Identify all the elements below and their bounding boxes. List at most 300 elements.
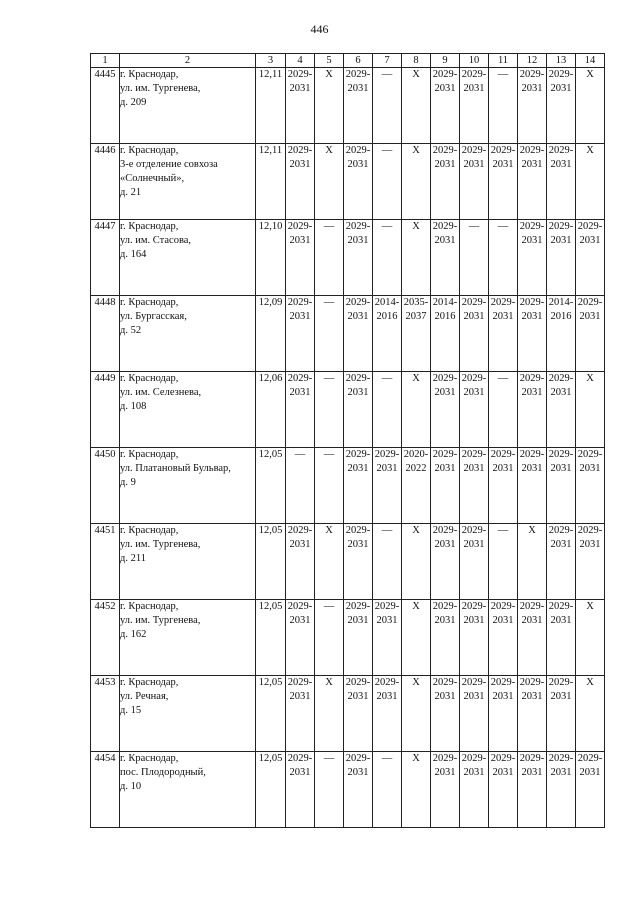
period-end: 2031: [347, 311, 369, 322]
period-end: 2031: [550, 83, 572, 94]
period-cell: [547, 68, 576, 144]
period-cell: Х: [315, 676, 344, 752]
period-start: 2029-: [287, 221, 313, 232]
address-line: 3-е отделение совхоза: [120, 159, 218, 170]
period-cell: [489, 752, 518, 828]
period-end: 2031: [521, 311, 543, 322]
period-start: 2029-: [577, 297, 603, 308]
period-start: 2029-: [548, 601, 574, 612]
period-start: 2029-: [519, 69, 545, 80]
period-cell: Х: [402, 68, 431, 144]
period-cell: —: [315, 752, 344, 828]
period-cell: [344, 220, 373, 296]
period-end: 2031: [434, 691, 456, 702]
address-line: г. Краснодар,: [120, 601, 179, 612]
period-cell: —: [489, 372, 518, 448]
period-cell: [547, 752, 576, 828]
period-start: 2029-: [287, 753, 313, 764]
row-number: 4446: [91, 144, 120, 220]
period-end: 2031: [550, 691, 572, 702]
address-cell: [120, 296, 256, 372]
period-end: 2031: [492, 311, 514, 322]
period-end: 2016: [550, 311, 572, 322]
period-start: 2029-: [548, 677, 574, 688]
column-number-row: [91, 54, 605, 68]
period-start: 2029-: [345, 677, 371, 688]
period-start: 2029-: [287, 373, 313, 384]
period-end: 2031: [492, 767, 514, 778]
column-header: 6: [344, 54, 373, 68]
row-number: 4453: [91, 676, 120, 752]
period-start: 2029-: [548, 221, 574, 232]
period-cell: [518, 752, 547, 828]
address-cell: [120, 752, 256, 828]
period-cell: [344, 68, 373, 144]
period-cell: [344, 144, 373, 220]
address-line: ул. им. Тургенева,: [120, 615, 201, 626]
area-cell: 12,11: [256, 68, 286, 144]
period-cell: [344, 372, 373, 448]
period-cell: [344, 676, 373, 752]
period-start: 2029-: [548, 449, 574, 460]
area-cell: 12,05: [256, 524, 286, 600]
period-start: 2029-: [345, 145, 371, 156]
period-end: 2031: [550, 159, 572, 170]
period-start: 2029-: [432, 145, 458, 156]
period-cell: [518, 144, 547, 220]
period-end: 2031: [521, 235, 543, 246]
period-cell: —: [315, 296, 344, 372]
period-cell: —: [373, 752, 402, 828]
period-cell: —: [315, 220, 344, 296]
period-cell: —: [315, 372, 344, 448]
period-cell: [344, 448, 373, 524]
address-line: д. 21: [120, 187, 142, 198]
period-cell: [547, 296, 576, 372]
period-start: 2029-: [345, 69, 371, 80]
period-end: 2031: [289, 311, 311, 322]
period-end: 2031: [463, 691, 485, 702]
period-start: 2020-: [403, 449, 429, 460]
column-header: 9: [431, 54, 460, 68]
period-end: 2031: [347, 615, 369, 626]
column-header: 3: [256, 54, 286, 68]
period-cell: [286, 372, 315, 448]
column-header: 1: [91, 54, 120, 68]
period-cell: —: [489, 220, 518, 296]
period-end: 2031: [289, 539, 311, 550]
row-number: 4449: [91, 372, 120, 448]
period-end: 2031: [434, 159, 456, 170]
period-cell: [460, 676, 489, 752]
address-cell: [120, 676, 256, 752]
table-row: [91, 524, 605, 600]
address-line: ул. им. Тургенева,: [120, 539, 201, 550]
period-start: 2029-: [490, 297, 516, 308]
column-header: 5: [315, 54, 344, 68]
address-line: д. 15: [120, 705, 142, 716]
period-cell: [547, 524, 576, 600]
period-start: 2029-: [461, 297, 487, 308]
period-end: 2031: [434, 387, 456, 398]
period-start: 2029-: [432, 69, 458, 80]
period-end: 2031: [347, 387, 369, 398]
period-start: 2029-: [519, 373, 545, 384]
period-end: 2031: [521, 463, 543, 474]
address-line: ул. им. Тургенева,: [120, 83, 201, 94]
period-start: 2029-: [461, 145, 487, 156]
period-cell: —: [315, 448, 344, 524]
period-start: 2029-: [519, 449, 545, 460]
period-end: 2031: [463, 83, 485, 94]
period-cell: —: [373, 68, 402, 144]
period-start: 2029-: [519, 297, 545, 308]
address-cell: [120, 524, 256, 600]
area-cell: 12,11: [256, 144, 286, 220]
period-cell: Х: [315, 144, 344, 220]
period-cell: [489, 676, 518, 752]
period-start: 2029-: [519, 601, 545, 612]
period-start: 2014-: [432, 297, 458, 308]
period-cell: [373, 448, 402, 524]
period-cell: [286, 676, 315, 752]
period-cell: [460, 600, 489, 676]
period-cell: [344, 600, 373, 676]
page-number: 446: [310, 22, 329, 36]
period-cell: [431, 752, 460, 828]
period-end: 2031: [347, 463, 369, 474]
period-start: 2029-: [374, 601, 400, 612]
period-cell: [431, 144, 460, 220]
period-end: 2031: [492, 463, 514, 474]
period-cell: Х: [402, 676, 431, 752]
register-table: [90, 53, 605, 828]
period-cell: —: [373, 220, 402, 296]
table-row: [91, 68, 605, 144]
period-start: 2029-: [461, 753, 487, 764]
address-line: г. Краснодар,: [120, 145, 179, 156]
address-line: д. 162: [120, 629, 147, 640]
period-start: 2029-: [461, 601, 487, 612]
period-cell: [547, 144, 576, 220]
address-line: г. Краснодар,: [120, 221, 179, 232]
period-start: 2029-: [577, 221, 603, 232]
period-cell: [518, 220, 547, 296]
period-end: 2031: [463, 463, 485, 474]
period-cell: [576, 524, 605, 600]
period-cell: [460, 68, 489, 144]
period-cell: [286, 600, 315, 676]
period-end: 2031: [521, 387, 543, 398]
period-start: 2029-: [345, 753, 371, 764]
address-line: ул. им. Селезнева,: [120, 387, 202, 398]
column-header: 12: [518, 54, 547, 68]
address-line: д. 209: [120, 97, 147, 108]
period-end: 2031: [289, 83, 311, 94]
address-line: д. 211: [120, 553, 146, 564]
period-end: 2031: [434, 235, 456, 246]
period-cell: Х: [315, 524, 344, 600]
period-start: 2029-: [345, 449, 371, 460]
period-cell: [460, 524, 489, 600]
period-cell: [431, 220, 460, 296]
period-cell: —: [489, 524, 518, 600]
period-cell: [373, 600, 402, 676]
address-line: ул. Речная,: [120, 691, 169, 702]
period-start: 2029-: [519, 221, 545, 232]
period-cell: [431, 448, 460, 524]
period-end: 2031: [579, 767, 601, 778]
period-cell: Х: [402, 524, 431, 600]
address-cell: [120, 144, 256, 220]
period-cell: [460, 144, 489, 220]
period-end: 2031: [289, 235, 311, 246]
period-start: 2029-: [432, 449, 458, 460]
row-number: 4445: [91, 68, 120, 144]
period-start: 2029-: [345, 221, 371, 232]
address-line: г. Краснодар,: [120, 449, 179, 460]
period-end: 2031: [492, 159, 514, 170]
period-end: 2031: [521, 767, 543, 778]
address-cell: [120, 448, 256, 524]
period-end: 2031: [521, 159, 543, 170]
period-start: 2029-: [287, 69, 313, 80]
address-line: д. 108: [120, 401, 147, 412]
column-header: 10: [460, 54, 489, 68]
period-cell: —: [315, 600, 344, 676]
address-line: г. Краснодар,: [120, 753, 179, 764]
row-number: 4448: [91, 296, 120, 372]
table-row: [91, 448, 605, 524]
period-end: 2031: [347, 83, 369, 94]
column-header: 8: [402, 54, 431, 68]
period-cell: [547, 600, 576, 676]
period-start: 2029-: [432, 677, 458, 688]
period-end: 2031: [550, 539, 572, 550]
period-cell: Х: [402, 600, 431, 676]
column-header: 14: [576, 54, 605, 68]
address-cell: [120, 600, 256, 676]
period-cell: [431, 676, 460, 752]
period-cell: [547, 220, 576, 296]
period-cell: [489, 600, 518, 676]
table-row: [91, 752, 605, 828]
address-cell: [120, 220, 256, 296]
period-cell: Х: [576, 372, 605, 448]
period-end: 2031: [434, 539, 456, 550]
area-cell: 12,05: [256, 752, 286, 828]
address-line: д. 10: [120, 781, 142, 792]
row-number: 4451: [91, 524, 120, 600]
period-end: 2031: [550, 615, 572, 626]
period-cell: [286, 296, 315, 372]
period-cell: Х: [402, 144, 431, 220]
period-cell: Х: [576, 600, 605, 676]
area-cell: 12,05: [256, 676, 286, 752]
period-end: 2031: [492, 691, 514, 702]
period-cell: [489, 448, 518, 524]
period-end: 2031: [463, 539, 485, 550]
area-cell: 12,10: [256, 220, 286, 296]
period-end: 2016: [434, 311, 456, 322]
address-line: г. Краснодар,: [120, 525, 179, 536]
period-end: 2031: [347, 767, 369, 778]
period-end: 2031: [289, 387, 311, 398]
period-cell: [286, 144, 315, 220]
period-cell: Х: [518, 524, 547, 600]
period-cell: Х: [315, 68, 344, 144]
period-cell: [344, 752, 373, 828]
period-end: 2031: [289, 615, 311, 626]
period-cell: [286, 524, 315, 600]
period-start: 2029-: [461, 525, 487, 536]
period-end: 2031: [347, 691, 369, 702]
table-row: [91, 600, 605, 676]
period-cell: Х: [576, 676, 605, 752]
period-start: 2029-: [490, 145, 516, 156]
period-end: 2031: [550, 235, 572, 246]
period-cell: [373, 296, 402, 372]
area-cell: 12,09: [256, 296, 286, 372]
period-cell: —: [489, 68, 518, 144]
column-header: 7: [373, 54, 402, 68]
address-line: г. Краснодар,: [120, 373, 179, 384]
period-start: 2029-: [345, 601, 371, 612]
period-cell: [286, 220, 315, 296]
period-end: 2031: [579, 539, 601, 550]
period-start: 2029-: [490, 449, 516, 460]
address-line: г. Краснодар,: [120, 677, 179, 688]
period-cell: [576, 752, 605, 828]
period-start: 2029-: [519, 677, 545, 688]
address-line: г. Краснодар,: [120, 297, 179, 308]
table-row: [91, 372, 605, 448]
period-end: 2031: [521, 83, 543, 94]
period-cell: [431, 68, 460, 144]
row-number: 4454: [91, 752, 120, 828]
period-end: 2031: [579, 463, 601, 474]
period-end: 2031: [579, 235, 601, 246]
period-cell: [460, 372, 489, 448]
period-end: 2031: [521, 691, 543, 702]
area-cell: 12,05: [256, 448, 286, 524]
period-start: 2029-: [432, 373, 458, 384]
column-header: 4: [286, 54, 315, 68]
period-cell: Х: [402, 752, 431, 828]
period-end: 2031: [550, 387, 572, 398]
period-start: 2029-: [548, 525, 574, 536]
period-cell: [402, 296, 431, 372]
address-line: ул. Бургасская,: [120, 311, 187, 322]
period-cell: [431, 524, 460, 600]
period-cell: [431, 600, 460, 676]
period-cell: —: [373, 524, 402, 600]
period-cell: [518, 296, 547, 372]
period-cell: [518, 372, 547, 448]
period-cell: Х: [576, 68, 605, 144]
period-cell: —: [373, 372, 402, 448]
period-end: 2031: [550, 463, 572, 474]
period-end: 2037: [405, 311, 427, 322]
period-start: 2029-: [287, 525, 313, 536]
period-start: 2029-: [490, 601, 516, 612]
period-end: 2031: [289, 691, 311, 702]
period-start: 2029-: [461, 69, 487, 80]
column-header: 11: [489, 54, 518, 68]
period-start: 2029-: [577, 525, 603, 536]
period-start: 2029-: [287, 297, 313, 308]
period-start: 2029-: [432, 221, 458, 232]
period-end: 2031: [579, 311, 601, 322]
table-row: [91, 220, 605, 296]
period-start: 2029-: [490, 753, 516, 764]
period-start: 2029-: [345, 297, 371, 308]
row-number: 4452: [91, 600, 120, 676]
period-end: 2022: [405, 463, 427, 474]
period-end: 2031: [376, 691, 398, 702]
period-cell: [518, 676, 547, 752]
period-cell: [576, 220, 605, 296]
address-cell: [120, 68, 256, 144]
period-start: 2029-: [432, 753, 458, 764]
period-end: 2031: [434, 767, 456, 778]
period-end: 2031: [550, 767, 572, 778]
period-end: 2031: [434, 615, 456, 626]
period-start: 2035-: [403, 297, 429, 308]
table-row: [91, 296, 605, 372]
area-cell: 12,06: [256, 372, 286, 448]
period-end: 2031: [347, 235, 369, 246]
period-cell: —: [460, 220, 489, 296]
period-end: 2031: [434, 463, 456, 474]
period-start: 2029-: [461, 373, 487, 384]
period-end: 2031: [463, 159, 485, 170]
period-end: 2031: [376, 463, 398, 474]
period-start: 2029-: [519, 145, 545, 156]
column-header: 2: [120, 54, 256, 68]
period-cell: [431, 372, 460, 448]
period-start: 2029-: [548, 753, 574, 764]
period-cell: [373, 676, 402, 752]
period-start: 2029-: [548, 373, 574, 384]
period-end: 2031: [434, 83, 456, 94]
period-cell: [460, 752, 489, 828]
row-number: 4450: [91, 448, 120, 524]
period-cell: [547, 372, 576, 448]
period-end: 2031: [463, 615, 485, 626]
period-start: 2029-: [548, 145, 574, 156]
address-line: д. 52: [120, 325, 142, 336]
period-start: 2029-: [432, 601, 458, 612]
period-cell: —: [373, 144, 402, 220]
period-end: 2016: [376, 311, 398, 322]
address-line: ул. им. Стасова,: [120, 235, 192, 246]
period-start: 2029-: [577, 753, 603, 764]
address-line: пос. Плодородный,: [120, 767, 206, 778]
period-cell: [576, 296, 605, 372]
register-body: [91, 68, 605, 828]
period-start: 2029-: [374, 677, 400, 688]
period-start: 2029-: [461, 449, 487, 460]
period-start: 2029-: [577, 449, 603, 460]
period-cell: [286, 68, 315, 144]
period-end: 2031: [492, 615, 514, 626]
period-end: 2031: [463, 311, 485, 322]
period-cell: [344, 296, 373, 372]
period-cell: Х: [402, 372, 431, 448]
period-cell: [344, 524, 373, 600]
column-header: 13: [547, 54, 576, 68]
